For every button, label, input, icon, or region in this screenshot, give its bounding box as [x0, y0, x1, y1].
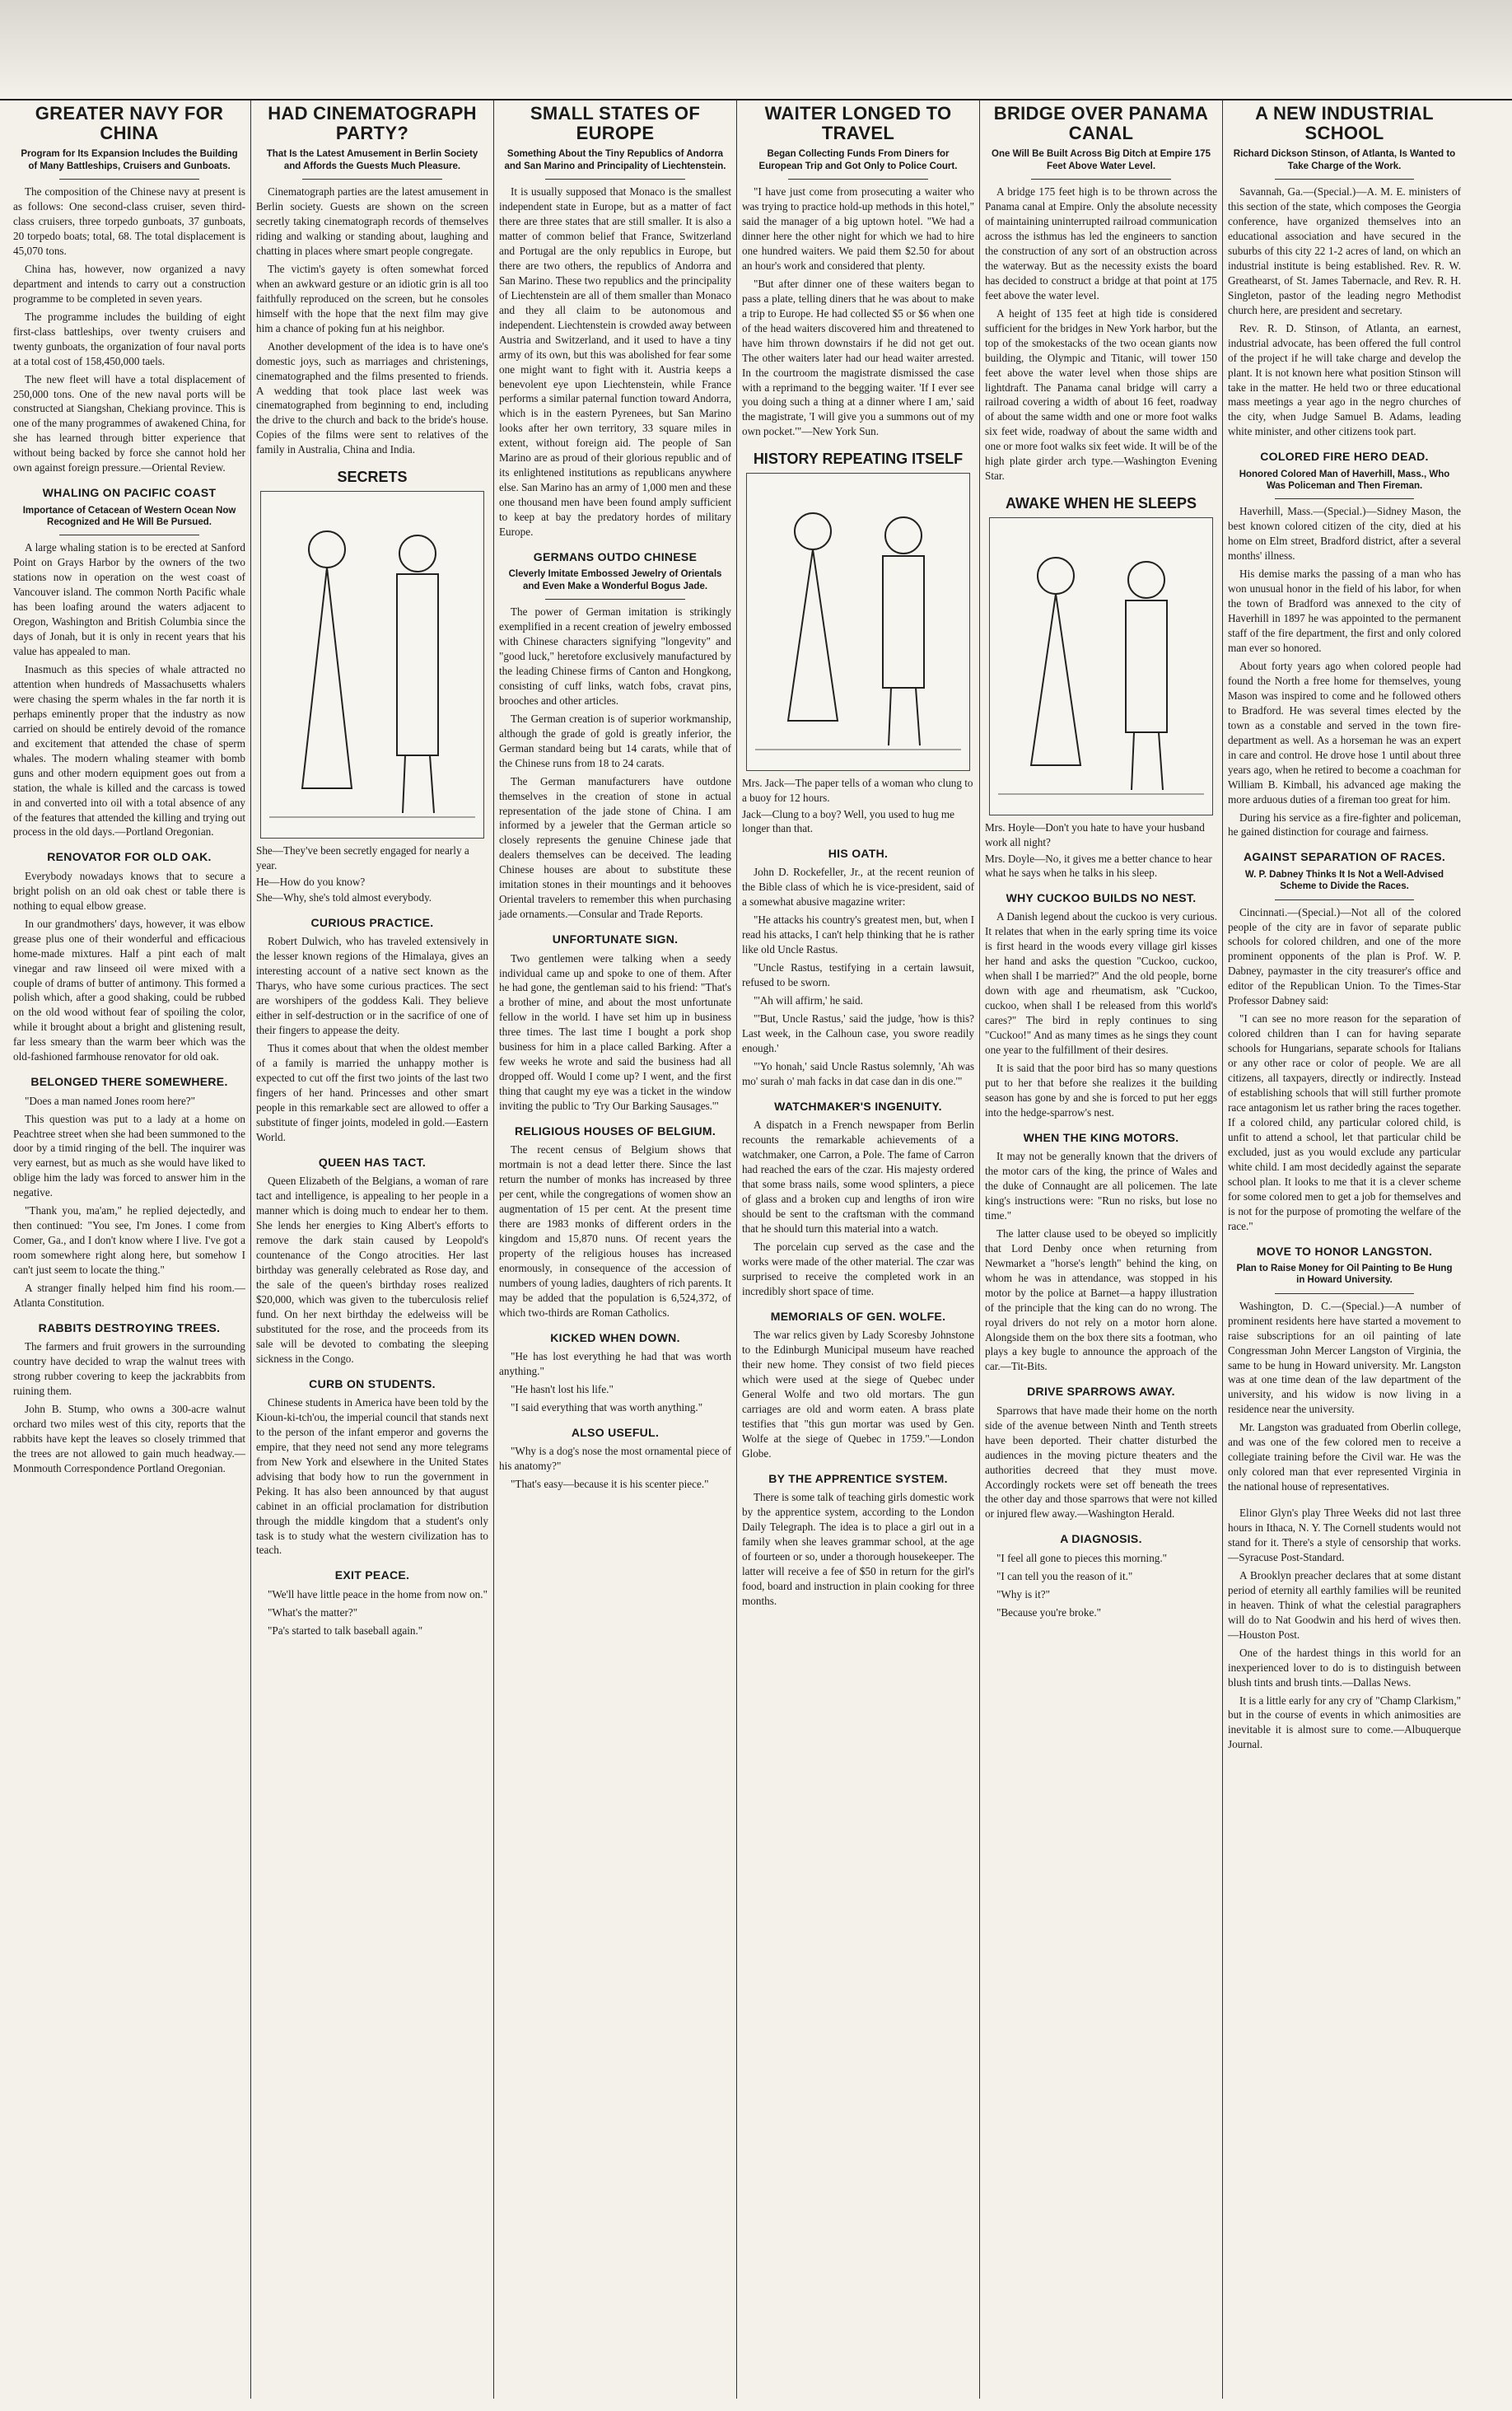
column: [737, 100, 980, 2399]
article-body: [499, 951, 731, 1114]
article-paragraph: Everybody nowadays knows that to secure a bright polish on an old oak chest or table there is nothing to equal elbow grease.: [13, 869, 245, 912]
headline-rule: [302, 179, 441, 180]
article-paragraph: The composition of the Chinese navy at present is as follows: One second-class cruiser, seven third-class cruisers, three torpedo gunboats, 37 gunboats, 20 torpedo boats; total, 68. The total displacement is 45,070 tons.: [13, 185, 245, 257]
article-headline: KICKED WHEN DOWN.: [550, 1330, 680, 1344]
article-headline: UNFORTUNATE SIGN.: [552, 932, 679, 946]
article-headline: GREATER NAVY FOR CHINA: [35, 103, 224, 144]
article-paragraph: It is usually supposed that Monaco is the smallest independent state in Europe, but as a matter of fact there are three states that are still smaller. It is also a matter of common belief that France, Switzerland and Portugal are the only republics in Europe, but there are two others, the republics of Andorra and San Marino. These two republics and the principality of Liechtenstein are all of them smaller than Monaco and they all claim to be autonomous and independent. Liechtenstein is crowded away between Austria and Switzerland, and it used to have a tiny army of its own, but this was abolished for fear some one might want to fight with it. Austria keeps a benevolent eye upon Liechtenstein, while France performs a similar paternal function toward Andorra, which is in the eastern Pyrenees, but San Marino looks after her own territory, 33 square miles in extent, without foreign aid. The people of San Marino are as proud of their glorious republic and of its enlightened institutions as republicans anywhere else. San Marino has an army of 1,000 men and these one thousand men have been found amply sufficient to keep at bay the predatory hordes of military Europe.: [499, 185, 731, 539]
article-paragraph: "Why is it?": [996, 1587, 1050, 1600]
cartoon-illustration: [989, 517, 1213, 815]
article-body: [499, 185, 731, 540]
article-headline: RABBITS DESTROYING TREES.: [38, 1320, 221, 1334]
figure-dress-left: [788, 549, 838, 721]
article-paragraph: "'Yo honah,' said Uncle Rastus solemnly, 'Ah was mo' surah o' mah facks in dat case dan in dis one.'": [742, 1059, 974, 1087]
article: [742, 1100, 974, 1299]
article-paragraph: "I feel all gone to pieces this morning.": [996, 1551, 1168, 1564]
figure-head-right: [885, 517, 922, 554]
article-body: [1228, 185, 1461, 439]
figure-body-right: [883, 556, 924, 688]
article: [985, 1385, 1217, 1521]
headline-rule: [1275, 1293, 1415, 1294]
article-paragraph: Inasmuch as this species of whale attracted no attention when hundreds of Massachusetts whalers were chasing the sperm whales in the far north it is perhaps eminently proper that the industry as now carried on should be entirely devoid of the romance and excitement that attended the chase of sperm whales. The modern whaling steamer with bomb guns and other modern equipment goes out from a station, the whale is killed and the carcass is towed in and converted into oil with a total absence of any of the features that attended the killing and trying out process in the old days.—Portland Oregonian.: [13, 663, 245, 839]
cartoon-caption-line: Mrs. Hoyle—Don't you hate to have your husband work all night?: [985, 821, 1205, 848]
article: [256, 1569, 488, 1638]
article-deck: That Is the Latest Amusement in Berlin Society and Affords the Guests Much Pleasure.: [266, 149, 478, 171]
article-body: [985, 1149, 1217, 1374]
article-paragraph: "Uncle Rastus, testifying in a certain lawsuit, refused to be sworn.: [742, 961, 974, 989]
article-headline: MEMORIALS OF GEN. WOLFE.: [770, 1309, 946, 1323]
article-paragraph: The recent census of Belgium shows that mortmain is not a dead letter there. Since the last return the number of monks has increased by three per cent, while the congregations of women show an augmentation of 15 per cent. At the present time there are 1983 monks of different orders in the kingdom and 15,870 nuns. Of recent years the property of the religious houses has increased enormously, in consequence of the accession of numbers of young ladies, daughters of rich parents. It may be added that the population is 6,524,372, of which two-thirds are Roman Catholics.: [499, 1143, 731, 1319]
article-body: [499, 1349, 731, 1415]
article-paragraph: Two gentlemen were talking when a seedy individual came up and spoke to one of them. After he had gone, the gentleman said to his friend: "That's a brother of mine, and about the most unfortunate fellow in the world. I have set him up in business three times. The last time I bought a pork shop business for him in a place called Barking. After a few weeks he wrote and said the business had all dropped off. Would I come up? I went, and the first thing that caught my eye was a ticket in the window inviting the public to 'Try Our Barking Sausages.'": [499, 951, 731, 1113]
article-headline: SMALL STATES OF EUROPE: [530, 103, 701, 144]
article-body: [13, 1339, 245, 1476]
cartoon-caption-line: Mrs. Doyle—No, it gives me a better chance to hear what he says when he talks in his sleep.: [985, 852, 1212, 880]
headline-rule: [545, 179, 684, 180]
article-paragraph: A stranger finally helped him find his room.—Atlanta Constitution.: [13, 1282, 245, 1309]
article-headline: RELIGIOUS HOUSES OF BELGIUM.: [514, 1124, 716, 1138]
article: [985, 104, 1217, 484]
article-body: [742, 1118, 974, 1298]
article-headline: HAD CINEMATOGRAPH PARTY?: [268, 103, 477, 144]
cartoon-title: HISTORY REPEATING ITSELF: [753, 451, 964, 468]
article-paragraph: The farmers and fruit growers in the surrounding country have decided to wrap the walnut trees with strong rubber covering to keep the jackrabbits from ruining them.: [13, 1340, 245, 1398]
article-body: [13, 1094, 245, 1311]
cartoon-illustration: [260, 491, 484, 839]
headline-rule: [1031, 179, 1170, 180]
article-headline: BRIDGE OVER PANAMA CANAL: [993, 103, 1209, 144]
figure-head-left: [309, 531, 345, 568]
article: [499, 551, 731, 922]
cartoon-illustration: [746, 473, 970, 771]
article-deck: Richard Dickson Stinson, of Atlanta, Is Wanted to Take Charge of the Work.: [1233, 149, 1456, 171]
article-paragraph: Robert Dulwich, who has traveled extensively in the lesser known regions of the Himalaya, gives an interesting account of a native sect known as the Tharys, who have some curious practices. The sect are worshipers of the goddess Kali. They believe either in self-destruction or in the sacrifice of one of their fingers to appease the deity.: [256, 935, 488, 1037]
article-paragraph: "Thank you, ma'am," he replied dejectedly, and then continued: "You see, I'm Jones. I come from Comer, Ga., and I don't know where I live. I've got a room somewhere right along here, but somehow I can't just seem to locate the thing.": [13, 1204, 245, 1277]
article-headline: WAITER LONGED TO TRAVEL: [764, 103, 952, 144]
article: [1228, 851, 1461, 1233]
article-paragraph: One of the hardest things in this world for an inexperienced lover to do is to distinguish between blush tints and brush tints.—Dallas News.: [1228, 1646, 1461, 1689]
article: [499, 1125, 731, 1320]
article-body: [742, 865, 974, 1088]
article-paragraph: In our grandmothers' days, however, it was elbow grease plus one of their wonderful and efficacious home-made mixtures. Half a pint each of malt vinegar and raw linseed oil were mixed with a couple of drams of butter of antimony. This formed a polish which, after a good shaking, could be rubbed on the old wood without fear of spoiling the color, while it brought about a bright and glistening result, far less smeary than the warm beer which was the old-fashioned farmhouse renovator for old oak.: [13, 917, 245, 1063]
article-paragraph: Sparrows that have made their home on the north side of the avenue between Ninth and Tenth streets have been deported. Their chatter disturbed the audiences in the moving picture theaters and the authorities decreed that they must move. Accordingly rockets were set off beneath the trees the other day and those sparrows that were not killed or injured flew away.—Washington Herald.: [985, 1404, 1217, 1521]
article-paragraph: Savannah, Ga.—(Special.)—A. M. E. ministers of this section of the state, which composes the Georgia conference, have organized themselves into an educational association and have secured in the suburbs of this city 22 1-2 acres of land, on which an industrial institute is being established. Rev. R. W. Greathearst, of St. James Tabernacle, and Rev. R. H. Singleton, pastor of the leading negro Methodist church here, are president and secretary.: [1228, 185, 1461, 316]
figure-body-right: [1126, 600, 1167, 732]
cartoon-caption-line: He—How do you know?: [256, 875, 366, 888]
figure-leg-right: [916, 688, 920, 745]
article: [985, 1132, 1217, 1375]
figure-leg-right: [1159, 732, 1163, 790]
article-paragraph: Chinese students in America have been told by the Kioun-ki-tch'ou, the imperial council that stands next to the person of the infant emperor and governs the empire, that they need not send any more telegrams from New York and elsewhere in the United States advising that body how to run the government in Peking. It has also been announced by that august cabinet in an official proclamation for distribution through the middle kingdom that a student's only task is to study what the western civilization has to teach.: [256, 1395, 488, 1557]
figure-body-right: [397, 574, 438, 755]
figure-dress-left: [1031, 594, 1080, 765]
figure-leg-right: [1132, 732, 1134, 790]
article: [742, 1473, 974, 1609]
article-paragraph: "I have just come from prosecuting a waiter who was trying to practice hold-up methods in this hotel," said the manager of a big uptown hotel. "We had a dinner here the other night for which we had to hire one hundred waiters. We paid them $2.50 for about an hour's work and considered that plenty.: [742, 185, 974, 272]
article-headline: GERMANS OUTDO CHINESE: [533, 550, 698, 563]
column-container: [8, 100, 1504, 2399]
article-paragraph: "'Ah will affirm,' he said.: [754, 994, 863, 1007]
article: [742, 1311, 974, 1461]
article-paragraph: "I said everything that was worth anything.": [511, 1401, 703, 1414]
article-paragraph: Rev. R. D. Stinson, of Atlanta, an earnest, industrial advocate, has been offered the full control of the project if he will take charge and develop the plant. It is not known here what position Stinson will take in the matter. He held two or three educational mass meetings a year ago in the negro churches of the city, when Judge Samuel B. Adams, leading white minister, and other citizens took part.: [1228, 321, 1461, 438]
figure-leg-right: [889, 688, 891, 745]
figure-head-right: [1128, 562, 1164, 598]
article-deck: Something About the Tiny Republics of Andorra and San Marino and Principality of Liechtenstein.: [504, 149, 726, 171]
article-deck: Began Collecting Funds From Diners for European Trip and Got Only to Police Court.: [758, 149, 958, 171]
article-paragraph: About forty years ago when colored people had found the North a free home for themselves, young Mason was inspired to come and he followed others to Bradford. He was several times elected by the town as a constable and served in the town fire-department as well. As a horseman he was an expert in care and control. He drove hose 1 until about three years ago, when he retired to become a coachman for William B. Kimball, his advanced age making the more arduous duties of a fireman too great for him.: [1228, 660, 1461, 806]
article-paragraph: China has, however, now organized a navy department and intends to carry out a construction programme to be completed in seven years.: [13, 262, 245, 305]
article-deck: W. P. Dabney Thinks It Is Not a Well-Advised Scheme to Divide the Races.: [1244, 869, 1444, 892]
figure-head-left: [795, 513, 831, 549]
article-paragraph: The victim's gayety is often somewhat forced when an awkward gesture or an idiotic grin is all too faithfully reproduced on the screen, but he consoles himself with the hope that the next film may give him a chance of poking fun at his neighbor.: [256, 262, 488, 334]
article-paragraph: The German creation is of superior workmanship, although the grade of gold is greatly inferior, the German standard being but 14 carats, while that of the Chinese runs from 18 to 24 carats.: [499, 712, 731, 769]
article: [742, 848, 974, 1089]
article: [256, 1156, 488, 1367]
column: [1223, 100, 1466, 2399]
article: [742, 104, 974, 439]
article-body: [256, 185, 488, 457]
article: [13, 1076, 245, 1311]
article-paragraph: Washington, D. C.—(Special.)—A number of prominent residents here have started a movement to raise subscriptions for an oil painting of late Congressman John Mercer Langston of Virginia, the same to be hung in Howard university. Mr. Langston was at one time dean of the law department of the university, and his widow is now living in a residence near the university.: [1228, 1299, 1461, 1416]
column: [8, 100, 251, 2399]
article: [985, 892, 1217, 1120]
article-paragraph: A dispatch in a French newspaper from Berlin recounts the remarkable achievements of a watchmaker, one Carron, a Pole. The fame of Carron had reached the ears of the czar. His majesty ordered that some brass nails, some wood splinters, a piece of glass and a broken cup and lengths of iron wire should be sent to the craftsman with the command that he should turn this material into a watch.: [742, 1119, 974, 1235]
article-headline: WHALING ON PACIFIC COAST: [42, 486, 217, 500]
article: [1228, 1245, 1461, 1495]
column: [251, 100, 494, 2399]
article-paragraph: "He attacks his country's greatest men, but, when I read his attacks, I can't help thinking that he is rather like old Uncle Rastus.: [742, 913, 974, 956]
article-body: [256, 1395, 488, 1558]
article-body: [1228, 905, 1461, 1234]
article-paragraph: Cincinnati.—(Special.)—Not all of the colored people of the city are in favor of separate public schools for colored children, and one of the more prominent opponents of the plan is Prof. W. P. Dabney, paymaster in the city treasurer's office and editor of the Republican Union. To the Times-Star Professor Dabney said:: [1228, 905, 1461, 1007]
headline-rule: [545, 599, 684, 600]
article: [13, 851, 245, 1064]
article: [499, 1427, 731, 1492]
cartoon: [985, 495, 1217, 881]
cartoon-caption-line: She—They've been secretly engaged for nearly a year.: [256, 844, 469, 871]
article-paragraph: "Because you're broke.": [996, 1605, 1102, 1619]
article-body: [742, 185, 974, 439]
article-body: [256, 1174, 488, 1366]
article-body: [499, 1444, 731, 1492]
article-headline: A DIAGNOSIS.: [1060, 1532, 1142, 1546]
cartoon: [256, 469, 488, 905]
article-paragraph: "But after dinner one of these waiters began to pass a plate, telling diners that he was about to make a trip to Europe. He had collected $5 or $6 when one of the head waiters discovered him and threatened to have him thrown downstairs if he did not get out. The other waiters later had our head waiter arrested. In the courtroom the magistrate dismissed the case with a reprimand to the begging waiter. 'If I ever see you doing such a thing at a dinner where I am,' said the magistrate, 'I will give you a summons out of my own pocket.'"—New York Sun.: [742, 277, 974, 438]
article-headline: COLORED FIRE HERO DEAD.: [1260, 450, 1429, 464]
figure-leg-right: [403, 755, 405, 813]
article-paragraph: "I can see no more reason for the separation of colored children than I can for having separate schools for Hungarians, separate schools for Italians or any other race or color of people. We are all citizens, all taxpayers, directly or indirectly. Instead of establishing schools that will still further promote race antagonism let us rather bring the races together. If a colored child, any particular colored child, is unfit to attend a school, let that particular child be excluded, just as you would exclude any particular white child. I am most decidedly against the separate school plan. It looks to me that it is a clever scheme for some colored men to get a job for themselves and is not for the purpose of promoting the welfare of the race.": [1228, 1012, 1461, 1232]
headline-rule: [1275, 179, 1415, 180]
article-headline: EXIT PEACE.: [334, 1568, 410, 1582]
figure-head-right: [399, 535, 436, 572]
article-paragraph: It is a little early for any cry of "Champ Clarkism," but in the course of events in which animosities are inevitable it is almost sure to come.—Albuquerque Journal.: [1228, 1694, 1461, 1751]
article-paragraph: "He hasn't lost his life.": [511, 1383, 614, 1396]
article-headline: MOVE TO HONOR LANGSTON.: [1256, 1244, 1433, 1258]
article: [256, 104, 488, 457]
article-body: [13, 540, 245, 839]
article-paragraph: A bridge 175 feet high is to be thrown across the Panama canal at Empire. Only the absolute necessity of maintaining uninterrupted railroad communication across the isthmus has led the engineers to sanction the construction of any sort of an obstruction across the waterway. But as the necessity exists the board has decided to construct a bridge at that point at 175 feet above the water level.: [985, 185, 1217, 301]
article: [499, 1332, 731, 1415]
article-paragraph: "'But, Uncle Rastus,' said the judge, 'how is this? Last week, in the Calhoun case, you swore readily enough.': [742, 1012, 974, 1054]
article-paragraph: Elinor Glyn's play Three Weeks did not last three hours in Ithaca, N. Y. The Cornell students would not stand for it. There's a style of censorship that works.—Syracuse Post-Standard.: [1228, 1507, 1461, 1563]
article-paragraph: The programme includes the building of eight first-class battleships, over twenty cruisers and twenty gunboats, the organization of four naval ports at a total cost of 158,450,000 taels.: [13, 310, 245, 367]
article-paragraph: Haverhill, Mass.—(Special.)—Sidney Mason, the best known colored citizen of the city, died at his home on Elm street, Bradford district, after a several months' illness.: [1228, 505, 1461, 563]
article-paragraph: It may not be generally known that the drivers of the motor cars of the king, the prince of Wales and the duke of Connaught are all policemen. The late king's instructions were: "Run no risks, but lose no time.": [985, 1150, 1217, 1222]
article-paragraph: John D. Rockefeller, Jr., at the recent reunion of the Bible class of which he is vice-president, said of a somewhat abusive magazine writer:: [742, 866, 974, 909]
cartoon-title: AWAKE WHEN HE SLEEPS: [1005, 495, 1197, 512]
article-body: [13, 185, 245, 475]
article: [13, 104, 245, 475]
article-paragraph: His demise marks the passing of a man who has won unusual honor in the field of his labor, for when the town of Bradford was annexed to the city of Haverhill in 1897 he was appointed to the permanent staff of the fire department, the first and only colored man ever so honored.: [1228, 568, 1461, 655]
article-paragraph: John B. Stump, who owns a 300-acre walnut orchard two miles west of this city, reports that the rabbits have kept the leaves so closely trimmed that the trees are not allowed to gain much headway.—Monmouth Correspondence Portland Oregonian.: [13, 1403, 245, 1474]
figure-dress-left: [302, 568, 352, 788]
column: [494, 100, 737, 2399]
article-body: [256, 1587, 488, 1638]
article-paragraph: It is said that the poor bird has so many questions put to her that before she realizes it the building season has gone by and she is forced to put her eggs into the hedge-sparrow's nest.: [985, 1061, 1217, 1119]
article-headline: WATCHMAKER'S INGENUITY.: [774, 1099, 942, 1113]
cartoon: [742, 451, 974, 836]
cartoon-caption-line: Mrs. Jack—The paper tells of a woman who clung to a buoy for 12 hours.: [742, 777, 973, 805]
article-body: [499, 1142, 731, 1320]
article: [985, 1533, 1217, 1619]
cartoon-caption-line: Jack—Clung to a boy? Well, you used to hug me longer than that.: [742, 807, 955, 835]
article-deck: One Will Be Built Across Big Ditch at Empire 175 Feet Above Water Level.: [992, 149, 1211, 171]
article-paragraph: "I can tell you the reason of it.": [996, 1569, 1133, 1582]
article-headline: RENOVATOR FOR OLD OAK.: [47, 850, 212, 864]
article-paragraph: The German manufacturers have outdone themselves in the creation of stone in actual representation of the jade stone of China. I am informed by a jeweler that the German article so closely represents the genuine Chinese jade that dealers themselves can be deceived. The leading Chinese houses are about to substitute these imitation stones in their mountings and it behooves Oriental travelers to remember this when purchasing jade ornaments.—Consular and Trade Reports.: [499, 774, 731, 921]
cartoon-caption: [742, 776, 974, 836]
article: [13, 487, 245, 839]
article-body: [1228, 1506, 1461, 1752]
article-paragraph: The latter clause used to be obeyed so implicitly that Lord Denby once when returning from Newmarket a "horse's length" behind the king, on whom he was in attendance, was stopped in his motor by the police at Barnet—a happy illustration of the principle that the king can do no wrong. The royal drivers do not rely on a motor horn alone. Alongside them on the box there sits a footman, who plays a key bugle to announce the approach of the car.—Tit-Bits.: [985, 1227, 1217, 1373]
article-deck: Plan to Raise Money for Oil Painting to Be Hung in Howard University.: [1236, 1263, 1453, 1286]
article-paragraph: "That's easy—because it is his scenter piece.": [511, 1478, 709, 1491]
article-deck: Importance of Cetacean of Western Ocean Now Recognized and He Will Be Pursued.: [22, 505, 236, 527]
headline-rule: [788, 179, 927, 180]
article-body: [985, 1404, 1217, 1522]
headline-rule: [59, 179, 198, 180]
article: [1228, 104, 1461, 439]
article: [256, 917, 488, 1145]
headline-rule: [1275, 498, 1415, 499]
article-paragraph: "He has lost everything he had that was worth anything.": [499, 1350, 731, 1378]
article: [13, 1322, 245, 1476]
article-deck: Honored Colored Man of Haverhill, Mass., Who Was Policeman and Then Fireman.: [1239, 469, 1450, 492]
article-paragraph: A Brooklyn preacher declares that at some distant period of eternity all earthly families will be reunited in heaven. Think of what the celestial paragraphers will do to Nat Goodwin and his herd of wives then.—Houston Post.: [1228, 1568, 1461, 1641]
article-paragraph: Queen Elizabeth of the Belgians, a woman of rare tact and intelligence, is appealing to her people in a manner which is doing much to endear her to them. She lends her energies to King Albert's efforts to remove the dark stain caused by Leopold's countenance of the Congo atrocities. Her last birthday was generally celebrated as Rose day, and the sale of the queen's birthday roses realized $20,000, which was given to the tuberculosis relief fund. On her next birthday the edelweiss will be substituted for the rose, and the proceeds from its sale will be devoted to combating the sleeping sickness in the Congo.: [256, 1175, 488, 1365]
article-body: [985, 909, 1217, 1119]
column: [980, 100, 1223, 2399]
article-paragraph: Cinematograph parties are the latest amusement in Berlin society. Guests are shown on the screen secretly taking cinematograph records of themselves riding and walking or standing about, laughing and chatting in places where smart people congregate.: [256, 185, 488, 257]
cartoon-caption: [985, 820, 1217, 881]
article-headline: WHEN THE KING MOTORS.: [1023, 1130, 1179, 1144]
article-paragraph: The new fleet will have a total displacement of 250,000 tons. One of the new naval ports will be constructed at Siangshan, Chekiang province. This is one of the many programmes of awakened China, for she has learned through bitter experience that without being backed by force she cannot hold her own against foreign pressure.—Oriental Review.: [13, 372, 245, 474]
article-paragraph: Mr. Langston was graduated from Oberlin college, and was one of the few colored men to receive a collegiate training before the Civil war. He was the only colored man that ever represented Virginia in the national house of representatives.: [1228, 1421, 1461, 1493]
article-paragraph: Thus it comes about that when the oldest member of a family is married the unhappy mother is expected to cut off the first two joints of the last two fingers of her hand. Princesses and other smart people in this remarkable sect are allowed to offer a substitute of finger joints, modeled in gold.—Eastern World.: [256, 1042, 488, 1143]
article-body: [742, 1328, 974, 1461]
article: [1228, 1506, 1461, 1752]
article-headline: A NEW INDUSTRIAL SCHOOL: [1255, 103, 1434, 144]
article-headline: AGAINST SEPARATION OF RACES.: [1243, 850, 1446, 864]
article-headline: BY THE APPRENTICE SYSTEM.: [768, 1471, 948, 1485]
article-body: [256, 934, 488, 1144]
figure-leg-right: [430, 755, 434, 813]
article-deck: Cleverly Imitate Embossed Jewelry of Orientals and Even Make a Wonderful Bogus Jade.: [508, 569, 722, 591]
cartoon-caption-line: She—Why, she's told almost everybody.: [256, 891, 432, 904]
article-headline: QUEEN HAS TACT.: [318, 1155, 427, 1169]
article-headline: ALSO USEFUL.: [571, 1426, 660, 1440]
page-top-edge: [0, 0, 1512, 100]
article-body: [499, 605, 731, 922]
article: [1228, 451, 1461, 839]
article-paragraph: A large whaling station is to be erected at Sanford Point on Grays Harbor by the owners of the two stations now in operation on the west coast of Vancouver island. The common North Pacific whale has been loafing around the waters adjacent to Oregon, Washington and British Columbia since the days of Jonah, but it is only in recent years that his value has appealed to man.: [13, 541, 245, 658]
article-paragraph: The war relics given by Lady Scoresby Johnstone to the Edinburgh Municipal museum have reached their new home. They consist of two field pieces which were used at the siege of Quebec under General Wolfe and two old mortars. The gun carriages are old and worm eaten. A brass plate testifies that "this gun mortar was used by Gen. Wolfe at the siege of Quebec in 1759."—London Globe.: [742, 1329, 974, 1460]
article-body: [985, 185, 1217, 484]
article: [256, 1378, 488, 1558]
article-paragraph: "What's the matter?": [268, 1605, 358, 1619]
article-paragraph: "Does a man named Jones room here?": [25, 1094, 196, 1107]
article-paragraph: During his service as a fire-fighter and policeman, he gained distinction for courage and fairness.: [1228, 811, 1461, 839]
article-body: [1228, 1299, 1461, 1494]
article-paragraph: A height of 135 feet at high tide is considered sufficient for the bridges in New York harbor, but the top of the smokestacks of the two ocean giants now building, the Olympic and Titanic, will tower 150 feet above the water level when those ships are lightdraft. The Panama canal bridge will carry a railroad covering a width of about 16 feet, roadway of about the same width and one or more foot walks six feet wide, roadway of about the same width and one or more foot walks six feet wide. It will be of the high plate girder arch type.—Washington Evening Star.: [985, 306, 1217, 483]
article-headline: BELONGED THERE SOMEWHERE.: [30, 1075, 228, 1089]
article-paragraph: "Why is a dog's nose the most ornamental piece of his anatomy?": [499, 1445, 731, 1473]
article: [499, 104, 731, 540]
article-body: [742, 1490, 974, 1609]
article-headline: WHY CUCKOO BUILDS NO NEST.: [1006, 890, 1197, 904]
cartoon-caption: [256, 843, 488, 905]
article-deck: Program for Its Expansion Includes the Building of Many Battleships, Cruisers and Gunboats.: [21, 149, 238, 171]
figure-head-left: [1038, 558, 1074, 594]
article: [499, 933, 731, 1114]
article-body: [13, 869, 245, 1064]
article-body: [1228, 504, 1461, 839]
article-paragraph: The power of German imitation is strikingly exemplified in a recent creation of jewelry embossed with Chinese characters signifying "longevity" and "good luck," heretofore exclusively manufactured by the leading Chinese firms of Canton and Hongkong, consisting of cuff links, watch fobs, cravat pins, brooches and other articles.: [499, 605, 731, 707]
article-paragraph: The porcelain cup served as the case and the works were made of the other material. The czar was surprised to receive the completed work in an incredibly short space of time.: [742, 1240, 974, 1297]
headline-rule: [1275, 899, 1415, 900]
article-paragraph: A Danish legend about the cuckoo is very curious. It relates that when in the early spring time its voice is first heard in the woods every village girl kisses her hand and asks the question "Cuckoo, cuckoo, when shall I be married?" And the old people, borne down with age and rheumatism, ask "Cuckoo, cuckoo, when shall I be released from this world's cares?" The bird in reply continues to sing "Cuckoo!" And as many times as he sings they count one year to the fulfillment of their desires.: [985, 910, 1217, 1056]
article-body: [985, 1551, 1217, 1620]
article-headline: CURIOUS PRACTICE.: [310, 916, 434, 930]
article-paragraph: "We'll have little peace in the home from now on.": [268, 1587, 488, 1600]
article-headline: DRIVE SPARROWS AWAY.: [1027, 1385, 1175, 1399]
article-headline: HIS OATH.: [828, 847, 889, 861]
article-headline: CURB ON STUDENTS.: [309, 1376, 436, 1390]
article-paragraph: "Pa's started to talk baseball again.": [268, 1624, 423, 1637]
article-paragraph: Another development of the idea is to have one's domestic joys, such as marriages and christenings, cinematographed and the films presented to friends. A wedding that took place last week was cinematographed from beginning to end, including the drive to the church and back to the bride's house. Copies of the films were sent to relatives of the family in Australia, China and India.: [256, 339, 488, 456]
article-paragraph: There is some talk of teaching girls domestic work by the apprentice system, according to the London Daily Telegraph. The idea is to place a girl out in a family when she leaves grammar school, at the age of fourteen or so, under a thorough housekeeper. The latter will receive a fee of $50 in return for the girl's food, board and instruction in plain cooking for three months.: [742, 1491, 974, 1607]
cartoon-title: SECRETS: [337, 469, 408, 486]
article-paragraph: This question was put to a lady at a home on Peachtree street when she had been summoned to the door by a timid ringing of the bell. The inquirer was very earnest, but as much as she would have liked to oblige him the lady was forced to answer him in the negative.: [13, 1112, 245, 1199]
